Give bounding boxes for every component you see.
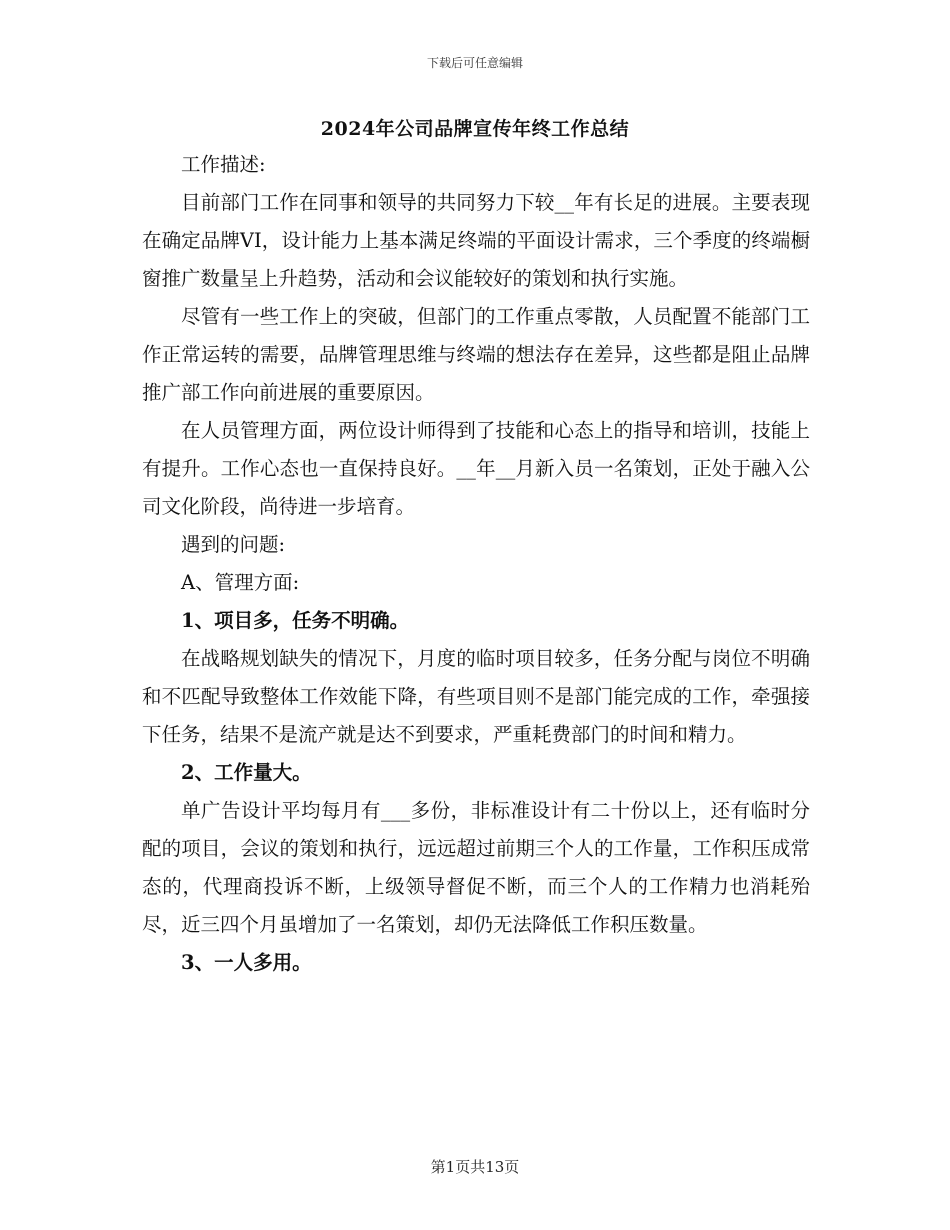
document-body: [142, 146, 810, 982]
paragraph-work-description-label: 工作描述:: [181, 153, 266, 176]
paragraph-item-1: 在战略规划缺失的情况下，月度的临时项目较多，任务分配与岗位不明确和不匹配导致整体工作效能下降，有些项目则不是部门能完成的工作，牵强接下任务，结果不是流产就是达不到要求，严重耗费部门的时间和精力。: [142, 647, 810, 746]
paragraph-item-2: 单广告设计平均每月有___多份，非标准设计有二十份以上，还有临时分配的项目，会议的策划和执行，远远超过前期三个人的工作量，工作积压成常态的，代理商投诉不断，上级领导督促不断，而三个人的工作精力也消耗殆尽，近三四个月虽增加了一名策划，却仍无法降低工作积压数量。: [142, 799, 810, 936]
heading-item-3: 3、一人多用。: [181, 951, 312, 974]
paragraph-breakthrough: 尽管有一些工作上的突破，但部门的工作重点零散，人员配置不能部门工作正常运转的需要，品牌管理思维与终端的想法存在差异，这些都是阻止品牌推广部工作向前进展的重要原因。: [142, 305, 810, 404]
document-title: 2024年公司品牌宣传年终工作总结: [320, 118, 630, 140]
paragraph-problems-label: 遇到的问题:: [181, 533, 286, 556]
paragraph-progress: 目前部门工作在同事和领导的共同努力下较__年有长足的进展。主要表现在确定品牌VI，设计能力上基本满足终端的平面设计需求，三个季度的终端橱窗推广数量呈上升趋势，活动和会议能较好的策划和执行实施。: [142, 191, 810, 290]
heading-item-2: 2、工作量大。: [181, 761, 312, 784]
paragraph-personnel: 在人员管理方面，两位设计师得到了技能和心态上的指导和培训，技能上有提升。工作心态也一直保持良好。__年__月新入员一名策划，正处于融入公司文化阶段，尚待进一步培育。: [142, 419, 810, 518]
page-number: 第1页共13页: [430, 1158, 520, 1176]
heading-item-1: 1、项目多，任务不明确。: [181, 609, 410, 632]
paragraph-management-label: A、管理方面:: [181, 571, 300, 594]
header-note: 下载后可任意编辑: [426, 56, 523, 70]
